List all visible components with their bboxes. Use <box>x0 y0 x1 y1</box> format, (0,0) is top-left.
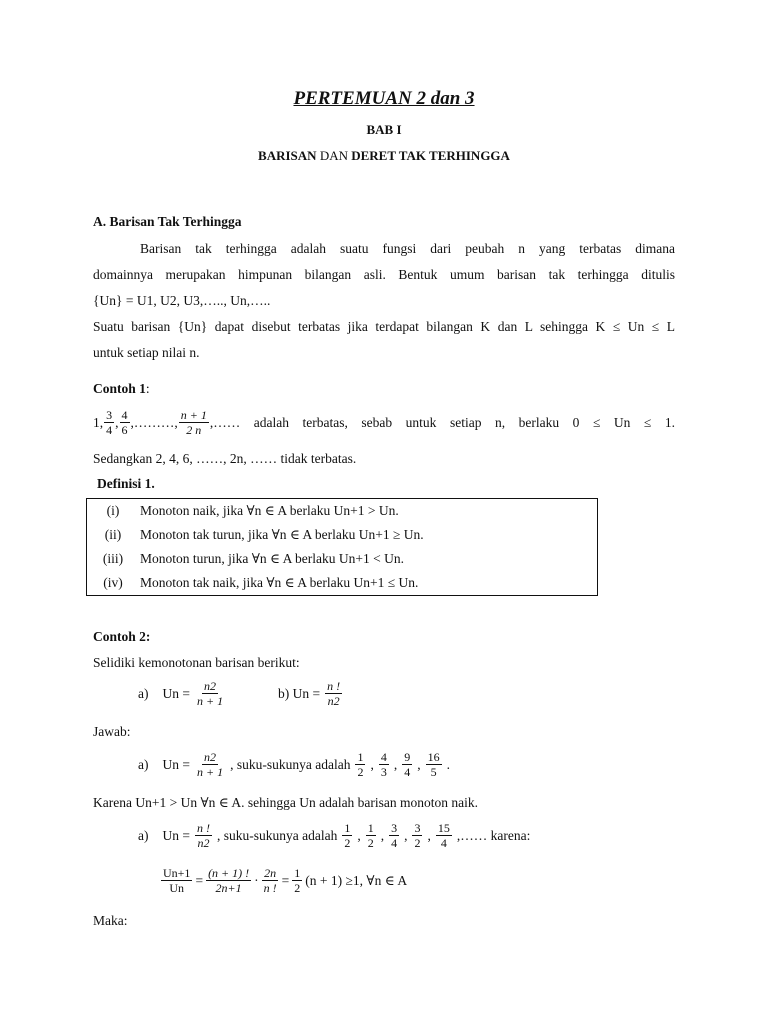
frac-den: 2 <box>367 836 374 850</box>
def-number: (iv) <box>103 575 123 590</box>
problem-b-label: b) Un = <box>278 685 321 701</box>
contoh1-sequence <box>93 408 675 437</box>
frac-den: 6 <box>121 423 128 437</box>
frac-num: (n + 1) ! <box>208 866 250 880</box>
frac-den: 3 <box>380 765 387 779</box>
frac-den: n + 1 <box>197 694 224 708</box>
para1-line3: {Un} = U1, U2, U3,….., Un,….. <box>93 293 271 308</box>
frac-num: 16 <box>427 750 440 764</box>
page-title: PERTEMUAN 2 dan 3 <box>293 88 475 109</box>
frac-num: 9 <box>404 750 411 764</box>
definition-box <box>86 498 598 596</box>
subtitle-part-1: BARISAN <box>258 148 317 163</box>
equals: = <box>195 872 204 888</box>
frac-num: Un+1 <box>163 866 191 880</box>
term-frac <box>402 750 412 779</box>
seq-frac-1 <box>104 408 114 437</box>
frac-num: n ! <box>327 679 341 693</box>
frac-den: 2 <box>294 881 301 895</box>
seq-dots: ,………, <box>130 414 178 430</box>
ratio-frac-2 <box>206 866 251 895</box>
problem-a <box>138 679 226 708</box>
answer-b-lhs: Un = <box>162 827 190 843</box>
def-number: (i) <box>106 503 120 518</box>
para1-line1: Barisan tak terhingga adalah suatu fungsi dari peubah n yang terbatas dimana <box>140 241 675 256</box>
ratio-frac-1 <box>161 866 192 895</box>
def-row <box>87 499 597 523</box>
frac-den: 5 <box>430 765 437 779</box>
contoh1-heading <box>93 381 150 397</box>
frac-den: 4 <box>391 836 398 850</box>
subtitle-part-3: DERET TAK TERHINGGA <box>351 148 510 163</box>
def-number: (iii) <box>102 551 124 566</box>
answer-b-label: a) <box>138 827 149 843</box>
term-frac <box>355 750 365 779</box>
def-row <box>87 571 597 595</box>
para1-line2: domainnya merupakan himpunan bilangan asli. Bentuk umum barisan tak terhingga ditulis <box>93 267 675 282</box>
maka-label: Maka: <box>93 913 128 928</box>
answer-b-frac <box>195 821 212 850</box>
seq-tail: ,…… adalah terbatas, sebab untuk setiap n, berlaku 0 ≤ Un ≤ 1. <box>209 414 675 430</box>
frac-num: 15 <box>437 821 450 835</box>
answer-a-text: , suku-sukunya adalah <box>230 756 351 772</box>
answer-a: a) Un = $\frac{n2}{n + 1}$ , suku-sukunya adalah $\frac{1}{2}$ , $\frac{4}{3}$ , $\frac{9}{4}$ , $\frac{16}{5}$ . <box>138 750 450 779</box>
term-frac <box>366 821 376 850</box>
def-text: Monoton tak turun, jika ∀n ∈ A berlaku Un+1 ≥ Un. <box>140 527 424 542</box>
problem-a-label: a) <box>138 685 149 701</box>
problem-b-frac <box>325 679 342 708</box>
def-row <box>87 547 597 571</box>
frac-num: 1 <box>294 866 301 880</box>
contoh2-intro: Selidiki kemonotonan barisan berikut: <box>93 655 300 670</box>
frac-den: n + 1 <box>197 765 224 779</box>
chapter-label: BAB I <box>366 122 402 137</box>
frac-den: 4 <box>440 836 447 850</box>
term-frac <box>342 821 352 850</box>
answer-a-frac <box>195 750 225 779</box>
definisi-heading: Definisi 1. <box>97 476 155 491</box>
term-frac <box>436 821 452 850</box>
term-frac <box>389 821 399 850</box>
def-number: (ii) <box>104 527 122 542</box>
def-text: Monoton tak naik, jika ∀n ∈ A berlaku Un+1 ≤ Un. <box>140 575 419 590</box>
frac-num: 3 <box>414 821 421 835</box>
section-a-heading: A. Barisan Tak Terhingga <box>93 214 242 229</box>
subtitle-part-2: DAN <box>316 148 352 163</box>
def-row <box>87 523 597 547</box>
dot: · <box>254 872 259 888</box>
contoh1-label: Contoh 1 <box>93 381 146 396</box>
chapter-subtitle <box>0 148 768 164</box>
answer-b-tail: ,…… karena: <box>456 827 531 843</box>
frac-num: 1 <box>367 821 374 835</box>
frac-num: 1 <box>357 750 364 764</box>
answer-a-label: a) <box>138 756 149 772</box>
karena-line: Karena Un+1 > Un ∀n ∈ A. sehingga Un adalah barisan monoton naik. <box>93 795 479 810</box>
frac-den: n2 <box>327 694 340 708</box>
frac-num: n ! <box>197 821 210 835</box>
term-frac <box>426 750 442 779</box>
frac-den: 2 n <box>186 423 202 437</box>
frac-num: 3 <box>391 821 398 835</box>
frac-den: 2 <box>344 836 351 850</box>
term-frac <box>412 821 422 850</box>
def-text: Monoton turun, jika ∀n ∈ A berlaku Un+1 < Un. <box>140 551 404 566</box>
frac-den: 2 <box>414 836 421 850</box>
seq-frac-3 <box>179 408 209 437</box>
answer-b: a) Un = $\frac{n !}{n2}$ , suku-sukunya adalah $\frac{1}{2}$ , $\frac{1}{2}$ , $\frac{3}{4}$ , $\frac{3}{2}$ , $\frac{15}{4}$ ,…… karena: <box>138 821 531 850</box>
frac-den: 2n+1 <box>215 881 242 895</box>
frac-den: Un <box>169 881 185 895</box>
frac-num: 1 <box>344 821 351 835</box>
frac-num: n2 <box>204 750 217 764</box>
frac-num: 4 <box>380 750 387 764</box>
term-frac <box>379 750 389 779</box>
seq-frac-2 <box>120 408 130 437</box>
contoh2-heading: Contoh 2: <box>93 629 151 644</box>
frac-den: 2 <box>357 765 364 779</box>
frac-den: n2 <box>197 836 210 850</box>
ratio-frac-3 <box>262 866 279 895</box>
frac-num: n + 1 <box>180 408 207 422</box>
ratio-expression <box>160 866 407 895</box>
problem-a-lhs: Un = <box>162 685 190 701</box>
frac-den: 4 <box>404 765 411 779</box>
frac-num: 3 <box>106 408 113 422</box>
ratio-tail: (n + 1) ≥1, ∀n ∈ A <box>305 872 408 888</box>
answer-a-lhs: Un = <box>162 756 190 772</box>
problem-a-frac <box>195 679 225 708</box>
ratio-frac-4 <box>292 866 302 895</box>
para2-line2: untuk setiap nilai n. <box>93 345 200 360</box>
answer-b-text: , suku-sukunya adalah <box>217 827 338 843</box>
frac-num: n2 <box>204 679 217 693</box>
frac-den: 4 <box>106 423 113 437</box>
frac-den: n ! <box>263 881 277 895</box>
equals: = <box>281 872 290 888</box>
frac-num: 2n <box>264 866 277 880</box>
problem-b <box>278 679 343 708</box>
jawab-label: Jawab: <box>93 724 131 739</box>
comma: , <box>115 414 119 430</box>
contoh1-colon: : <box>145 381 150 396</box>
contoh1-line2: Sedangkan 2, 4, 6, ……, 2n, …… tidak terbatas. <box>93 451 357 466</box>
def-text: Monoton naik, jika ∀n ∈ A berlaku Un+1 > Un. <box>140 503 399 518</box>
frac-num: 4 <box>121 408 128 422</box>
seq-start: 1, <box>93 414 104 430</box>
para2-line1: Suatu barisan {Un} dapat disebut terbatas jika terdapat bilangan K dan L sehingga K ≤ Un ≤ L <box>93 319 675 334</box>
